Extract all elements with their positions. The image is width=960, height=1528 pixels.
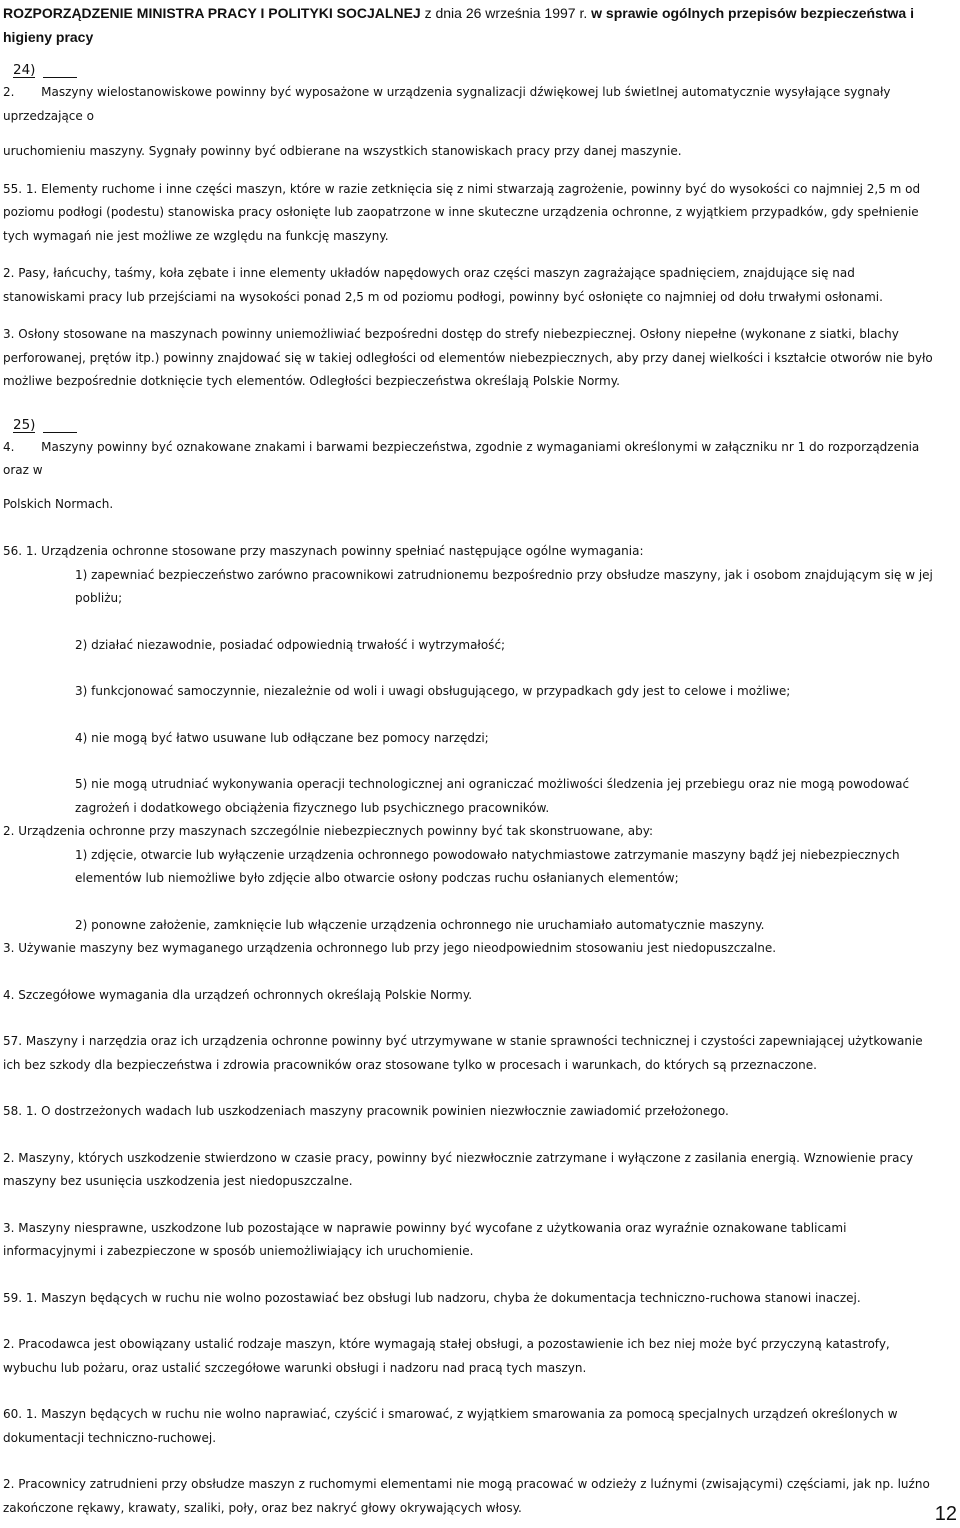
paragraph-continuation: uruchomieniu maszyny. Sygnały powinny być odbierane na wszystkich stanowiskach pracy przy danej maszynie. [3, 144, 682, 158]
paragraph-55-1: 55. 1. Elementy ruchome i inne części maszyn, które w razie zetknięcia się z nimi stwarzają zagrożenie, powinny być do wysokości co najmniej 2,5 m od poziomu podłogi (podestu) stanowiska pracy osłonięte lub zaopatrzone w inne skuteczne urządzenia ochronne, z wyjątkiem przypadków, gdy spełnienie tych wymagań nie jest możliwe ze względu na funkcję maszyny. [3, 181, 921, 243]
paragraph-footnote-24 [3, 62, 940, 128]
paragraph-56-1: 56. 1. Urządzenia ochronne stosowane przy maszynach powinny spełniać następujące ogólne wymagania: [3, 544, 644, 558]
act-title: ROZPORZĄDZENIE MINISTRA PRACY I POLITYKI SOCJALNEJ [3, 5, 421, 21]
list-item: 2) ponowne założenie, zamknięcie lub włączenie urządzenia ochronnego nie uruchamiało automatycznie maszyny. [75, 917, 765, 932]
paragraph-58-1: 58. 1. O dostrzeżonych wadach lub uszkodzeniach maszyny pracownik powinien niezwłocznie zawiadomić przełożonego. [3, 1104, 729, 1118]
paragraph-55-2: 2. Pasy, łańcuchy, taśmy, koła zębate i inne elementy układów napędowych oraz części maszyn zagrażające spadnięciem, znajdujące się nad stanowiskami pracy lub przejściami na wysokości ponad 2,5 m od poziomu podłogi, powinny być osłonięte co najmniej od dołu trwałymi osłonami. [3, 266, 883, 304]
footnote-ref[interactable]: 24) [13, 62, 36, 78]
paragraph-59-1: 59. 1. Maszyn będących w ruchu nie wolno pozostawiać bez obsługi lub nadzoru, chyba że dokumentacja techniczno-ruchowa stanowi inaczej. [3, 1290, 861, 1305]
list-item: 2) działać niezawodnie, posiadać odpowiednią trwałość i wytrzymałość; [75, 637, 506, 652]
act-date: z dnia 26 września 1997 r. [424, 5, 588, 21]
document-header [3, 0, 940, 49]
list-item: 3) funkcjonować samoczynnie, niezależnie od woli i uwagi obsługującego, w przypadkach gdy jest to celowe i możliwe; [75, 684, 791, 698]
paragraph-58-2: 2. Maszyny, których uszkodzenie stwierdzono w czasie pracy, powinny być niezwłocznie zatrzymane i wyłączone z zasilania energią. Wznowienie pracy maszyny bez usunięcia uszkodzenia jest niedopuszczalne. [3, 1150, 914, 1188]
paragraph-60-2: 2. Pracownicy zatrudnieni przy obsłudze maszyn z ruchomymi elementami nie mogą pracować w odzieży z luźnymi (zwisającymi) częściami, jak np. luźno zakończone rękawy, krawaty, szaliki, poły, oraz bez nakryć głowy okrywających włosy. [3, 1477, 930, 1515]
paragraph-text: Maszyny wielostanowiskowe powinny być wyposażone w urządzenia sygnalizacji dźwiękowej lub świetlnej automatycznie wysyłające sygnały uprzedzające o [3, 85, 891, 123]
list-item: 4) nie mogą być łatwo usuwane lub odłączane bez pomocy narzędzi; [75, 730, 489, 745]
paragraph-55-3: 3. Osłony stosowane na maszynach powinny uniemożliwiać bezpośredni dostęp do strefy niebezpiecznej. Osłony niepełne (wykonane z siatki, blachy perforowanej, prętów itp.) powinny znajdować się w takiej odległości od elementów niebezpiecznych, aby przy danej wielkości i kształcie otworów nie było możliwe bezpośrednie dotknięcie tych elementów. Odległości bezpieczeństwa określają Polskie Normy. [3, 327, 933, 388]
footnote-underline [43, 432, 77, 433]
paragraph-58-3: 3. Maszyny niesprawne, uszkodzone lub pozostające w naprawie powinny być wycofane z użytkowania oraz wyraźnie oznakowane tablicami informacyjnymi i zabezpieczone w sposób uniemożliwiający ich uruchomienie. [3, 1220, 847, 1258]
paragraph-continuation: Polskich Normach. [3, 496, 114, 511]
paragraph-60-1: 60. 1. Maszyn będących w ruchu nie wolno naprawiać, czyścić i smarować, z wyjątkiem smarowania za pomocą specjalnych urządzeń określonych w dokumentacji techniczno-ruchowej. [3, 1407, 898, 1445]
paragraph-text: Maszyny powinny być oznakowane znakami i barwami bezpieczeństwa, zgodnie z wymaganiami określonymi w załączniku nr 1 do rozporządzenia oraz w [3, 439, 920, 477]
paragraph-56-2: 2. Urządzenia ochronne przy maszynach szczególnie niebezpiecznych powinny być tak skonstruowane, aby: [3, 824, 654, 838]
page-number: 12 [934, 1502, 957, 1525]
act-subject: w sprawie ogólnych przepisów bezpieczeństwa i higieny pracy [3, 5, 914, 45]
paragraph-number: 2. [3, 85, 15, 99]
footnote-underline [43, 77, 77, 78]
document-page [3, 0, 940, 1520]
paragraph-footnote-25 [3, 416, 940, 483]
paragraph-57: 57. Maszyny i narzędzia oraz ich urządzenia ochronne powinny być utrzymywane w stanie sprawności technicznej i czystości zapewniającej użytkowanie ich bez szkody dla bezpieczeństwa i zdrowia pracowników oraz stosowane tylko w procesach i warunkach, do których są przeznaczone. [3, 1034, 923, 1072]
paragraph-59-2: 2. Pracodawca jest obowiązany ustalić rodzaje maszyn, które wymagają stałej obsługi, a pozostawienie ich bez niej może być przyczyną katastrofy, wybuchu lub pożaru, oraz ustalić szczegółowe warunki obsługi i nadzoru nad pracą tych maszyn. [3, 1337, 890, 1375]
list-item: 1) zapewniać bezpieczeństwo zarówno pracownikowi zatrudnionemu bezpośrednio przy obsłudze maszyny, jak i osobom znajdującym się w jej pobliżu; [75, 567, 933, 605]
list-item: 1) zdjęcie, otwarcie lub wyłączenie urządzenia ochronnego powodowało natychmiastowe zatrzymanie maszyny bądź jej niebezpiecznych elementów lub niemożliwe było zdjęcie albo otwarcie osłony podczas ruchu osłanianych elementów; [75, 847, 900, 885]
paragraph-number: 4. [3, 439, 15, 454]
footnote-ref[interactable]: 25) [13, 416, 36, 433]
paragraph-56-4: 4. Szczegółowe wymagania dla urządzeń ochronnych określają Polskie Normy. [3, 987, 473, 1002]
list-item: 5) nie mogą utrudniać wykonywania operacji technologicznej ani ograniczać możliwości śledzenia jej przebiegu oraz nie mogą powodować zagrożeń i dodatkowego obciążenia fizycznego lub psychicznego pracowników. [75, 777, 910, 815]
paragraph-56-3: 3. Używanie maszyny bez wymaganego urządzenia ochronnego lub przy jego nieodpowiednim stosowaniu jest niedopuszczalne. [3, 941, 777, 955]
